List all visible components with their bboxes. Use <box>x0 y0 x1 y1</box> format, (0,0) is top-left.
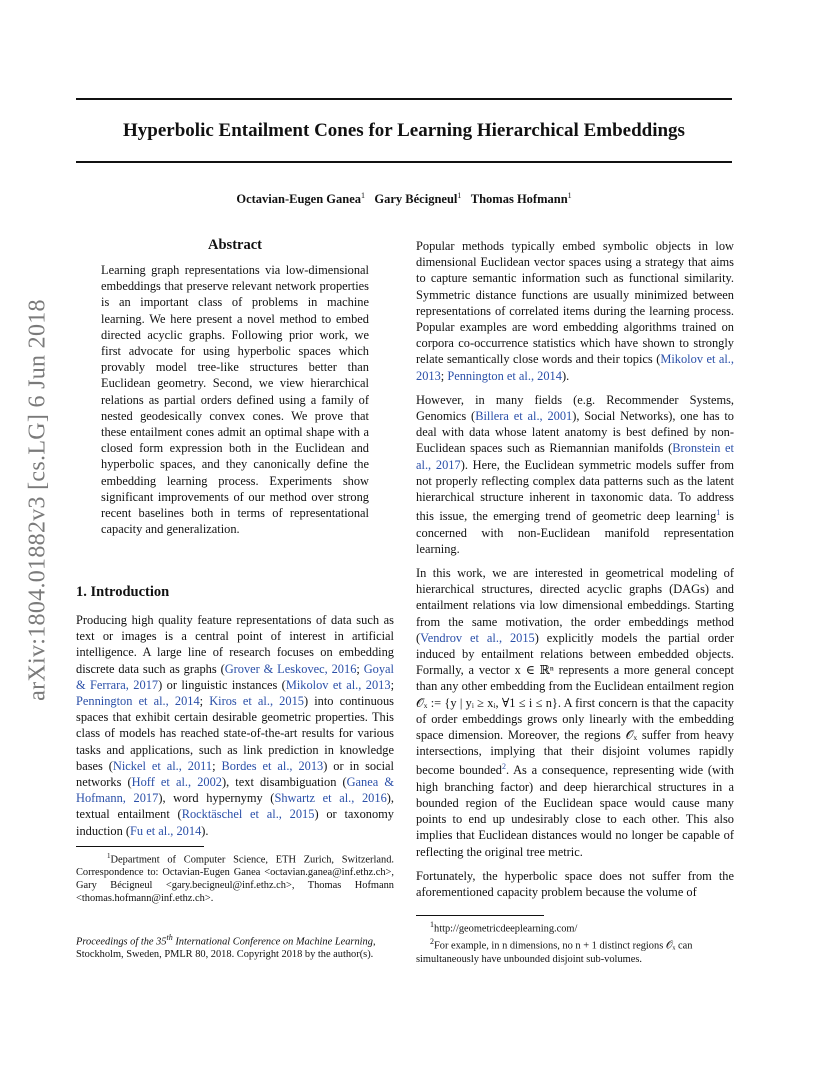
paragraph-text: However, in many fields (e.g. Recommender Systems, Genomics ( <box>416 392 734 424</box>
proceedings-venue: International Conference on Machine Learning <box>172 936 373 948</box>
footnote-mark: 1 <box>107 852 111 860</box>
intro-text: ) into continuous spaces that exhibit certain desirable geometric properties. This class of models has reached state-of-the-art results for various tasks and applications, such as link prediction in knowledge bases ( <box>76 694 394 773</box>
intro-text: ), text disambiguation ( <box>221 775 347 790</box>
citation-link[interactable]: Billera et al., 2001 <box>475 409 573 424</box>
paper-title: Hyperbolic Entailment Cones for Learning Hierarchical Embeddings <box>123 120 685 141</box>
footnote-url[interactable]: http://geometricdeeplearning.com/ <box>434 923 578 935</box>
intro-text: ) or linguistic instances ( <box>158 677 286 692</box>
paragraph-text: ). Here, the Euclidean symmetric models suffer from not properly reflecting complex data patterns such as the latent hierarchical structure inherent in taxonomic data. To address this issue, the emerging trend of geometric deep learning <box>416 457 734 524</box>
abstract-heading: Abstract <box>208 237 262 253</box>
proceedings-details: , Stockholm, Sweden, PMLR 80, 2018. Copyright 2018 by the author(s). <box>76 936 376 961</box>
intro-text: ; <box>390 677 395 692</box>
paragraph-text: ), Social Networks), one has to deal with data whose latent anatomy is best defined by non-Euclidean spaces such as Riemannian manifolds ( <box>416 409 734 456</box>
author-name: Thomas Hofmann <box>470 192 568 207</box>
paragraph: Fortunately, the hyperbolic space does not suffer from the aforementioned capacity problem because the volume of <box>416 868 734 899</box>
citation-link[interactable]: Pennington et al., 2014 <box>76 694 200 709</box>
intro-text: ), word hypernymy ( <box>158 791 275 806</box>
citation-link[interactable]: Bordes et al., 2013 <box>221 758 324 773</box>
author-affiliation-mark: 1 <box>567 191 572 200</box>
intro-text: ). <box>201 823 209 838</box>
citation-link[interactable]: Hoff et al., 2002 <box>131 775 222 790</box>
right-column-body <box>416 238 734 908</box>
paragraph-text: In this work, we are interested in geometrical modeling of hierarchical structures, directed acyclic graphs (DAGs) and entailment relations via low dimensional embeddings. Starting from the same motivation, the order embeddings method ( <box>416 565 734 645</box>
citation-link[interactable]: Mikolov et al., 2013 <box>416 352 734 383</box>
intro-text: ; <box>356 661 364 676</box>
footnote-text: For example, in n dimensions, no n + 1 distinct regions 𝒪ₓ can simultaneously have unbounded disjoint sub-volumes. <box>416 940 693 965</box>
paragraph-text: ; <box>440 368 448 383</box>
citation-link[interactable]: Ganea & Hofmann, 2017 <box>76 775 394 806</box>
intro-text: ; <box>212 758 222 773</box>
affiliation-footnote <box>76 850 394 906</box>
paragraph-text: ) explicitly models the partial order induced by entailment relations between embedded objects. Formally, a vector x ∈ ℝⁿ represents a more general concept than any other embedding from the Euclidean entailment region 𝒪ₓ := {y | yᵢ ≥ xᵢ, ∀1 ≤ i ≤ n}. A first concern is that the capacity of order embeddings grows only linearly with the embedding space dimension. Moreover, the regions 𝒪ₓ suffer from heavy intersections, implying that their disjoint volumes rapidly become bounded <box>416 630 734 778</box>
footnotes-right <box>416 919 734 966</box>
arxiv-stamp: arXiv:1804.01882v3 [cs.LG] 6 Jun 2018 <box>24 299 51 701</box>
intro-text: ) or in social networks ( <box>76 758 394 790</box>
footnote-link[interactable]: 2 <box>501 762 506 772</box>
author-name: Octavian-Eugen Ganea <box>236 192 362 207</box>
paragraph <box>416 392 734 557</box>
introduction-body <box>76 612 394 839</box>
intro-text: Producing high quality feature representations of data such as text or images is a central point of interest in artificial intelligence. A large line of research focuses on embedding discrete data such as graphs ( <box>76 613 394 676</box>
title-rule-top <box>76 98 732 100</box>
footnote-text: Department of Computer Science, ETH Zurich, Switzerland. Correspondence to: Octavian-Eugen Ganea <octavian.ganea@inf.ethz.ch>, Gary Bécigneul <gary.becigneul@inf.ethz.ch>, Thomas Hofmann <thomas.hofmann@inf.ethz.ch>. <box>76 854 394 904</box>
author-list <box>76 191 732 207</box>
author-affiliation-mark: 1 <box>457 191 462 200</box>
author-name: Gary Bécigneul <box>374 192 458 207</box>
footnote <box>416 936 734 966</box>
paragraph-text: is concerned with non-Euclidean manifold representation learning. <box>416 509 734 556</box>
intro-text: ), textual entailment ( <box>76 791 395 822</box>
paragraph-text: . As a consequence, representing wide (with high branching factor) and deep hierarchical structures in a bounded region of the Euclidean space would cause many points to end up undesirably close to each other. This also implies that Euclidean distances would no longer be capable of reflecting the original tree metric. <box>416 763 734 859</box>
citation-link[interactable]: Grover & Leskovec, 2016 <box>224 661 357 676</box>
footnote-mark: 1 <box>430 920 434 929</box>
intro-text: ; <box>199 694 210 709</box>
footnote <box>416 919 734 936</box>
citation-link[interactable]: Mikolov et al., 2013 <box>285 677 391 692</box>
citation-link[interactable]: Pennington et al., 2014 <box>447 368 562 383</box>
paragraph-text: Popular methods typically embed symbolic objects in low dimensional Euclidean vector spaces using a strategy that aims to capture semantic information such as functional similarity. Symmetric distance functions are usually minimized between representations of correlated items during the learning process. Popular examples are word embedding algorithms trained on corpora co-occurrence statistics which have shown to strongly relate semantically close words and their topics ( <box>416 239 734 367</box>
footnote-link[interactable]: 1 <box>716 508 721 518</box>
proceedings-prefix: Proceedings of the 35 <box>76 936 167 948</box>
citation-link[interactable]: Shwartz et al., 2016 <box>274 791 387 806</box>
citation-link[interactable]: Fu et al., 2014 <box>130 823 202 838</box>
title-rule-bottom <box>76 161 732 163</box>
footnote-mark: 2 <box>430 937 434 947</box>
footnote-rule <box>416 915 544 916</box>
footnote-rule <box>76 846 204 847</box>
paragraph <box>416 238 734 384</box>
section-heading-introduction: 1. Introduction <box>76 584 170 600</box>
citation-link[interactable]: Rocktäschel et al., 2015 <box>181 807 315 822</box>
intro-text: ) or taxonomy induction ( <box>76 807 395 838</box>
citation-link[interactable]: Bronstein et al., 2017 <box>416 441 734 472</box>
citation-link[interactable]: Nickel et al., 2011 <box>112 758 213 773</box>
citation-link[interactable]: Kiros et al., 2015 <box>209 694 304 709</box>
paragraph-text: ). <box>561 368 570 383</box>
citation-link[interactable]: Goyal & Ferrara, 2017 <box>76 661 394 692</box>
citation-link[interactable]: Vendrov et al., 2015 <box>420 630 535 645</box>
proceedings-sup: th <box>166 933 173 942</box>
abstract-body: Learning graph representations via low-dimensional embeddings that preserve relevant network properties is an important class of problems in machine learning. We here present a novel method to embed directed acyclic graphs. Following prior work, we first advocate for using hyperbolic spaces which provably model tree-like structures better than Euclidean geometry. Second, we view hierarchical relations as partial orders defined using a family of nested geodesically convex cones. We prove that these entailment cones admit an optimal shape with a closed form expression both in the Euclidean and hyperbolic spaces, and they canonically define the embedding learning process. Experiments show significant improvements of our method over strong recent baselines both in terms of representational capacity and generalization. <box>101 263 369 537</box>
paragraph <box>416 565 734 860</box>
proceedings-note <box>76 932 394 962</box>
author-affiliation-mark: 1 <box>361 191 366 200</box>
